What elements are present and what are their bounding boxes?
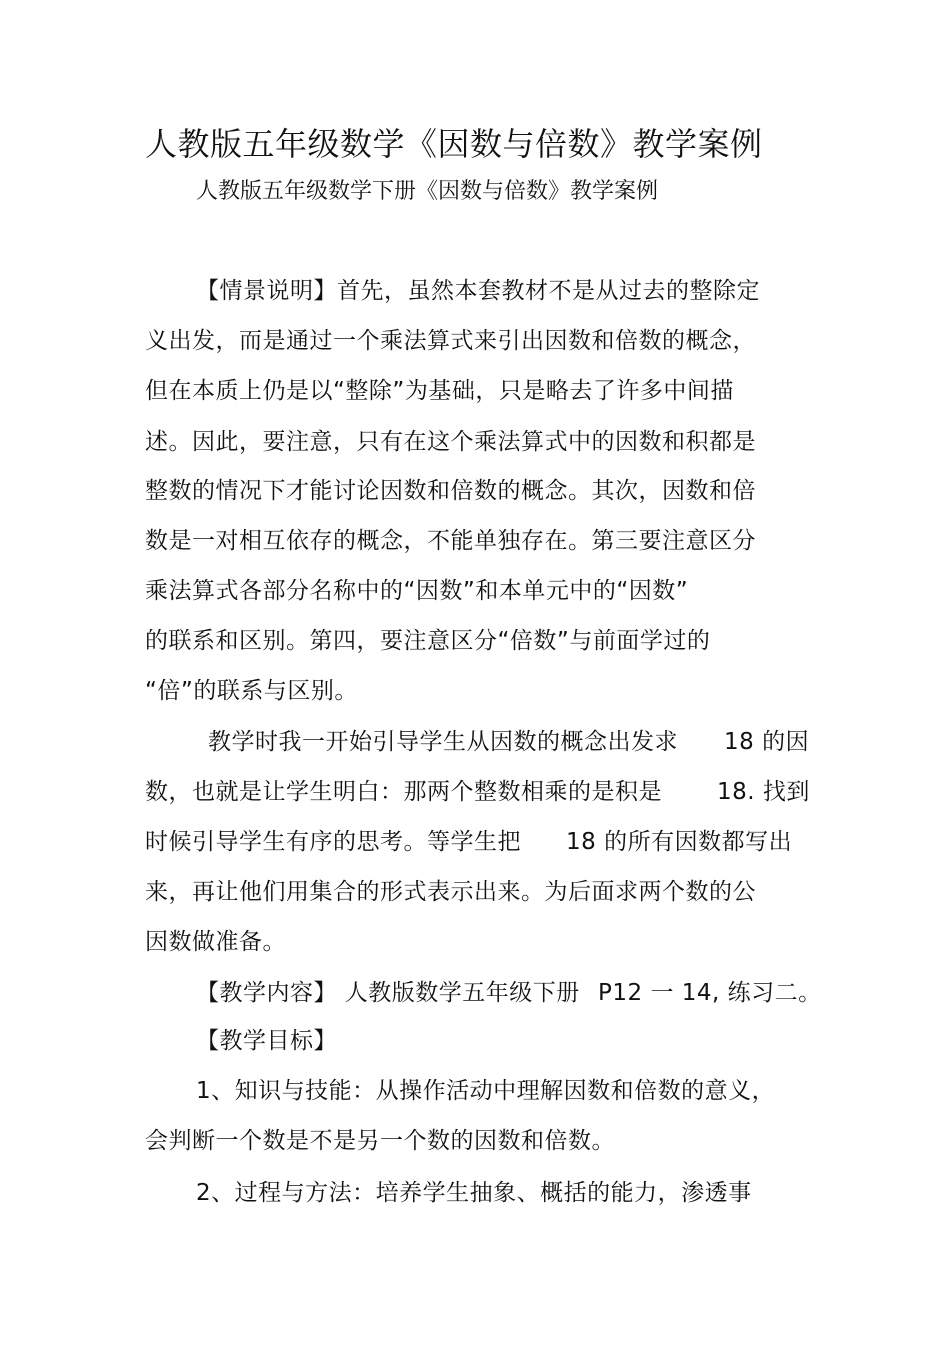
paragraph-line: 义出发，而是通过一个乘法算式来引出因数和倍数的概念， xyxy=(145,328,756,354)
teaching-content-pages: P12 一 14, 练习二。 xyxy=(598,980,822,1006)
objective-line: 2、过程与方法：培养学生抽象、概括的能力，渗透事 xyxy=(196,1180,752,1206)
teaching-content-label: 【教学内容】 人教版数学五年级下册 xyxy=(196,980,580,1006)
paragraph-line: 时候引导学生有序的思考。等学生把 xyxy=(145,829,521,855)
objective-line: 1、知识与技能：从操作活动中理解因数和倍数的意义， xyxy=(196,1078,776,1104)
objectives-heading: 【教学目标】 xyxy=(196,1028,337,1054)
paragraph-line: 教学时我一开始引导学生从因数的概念出发求 xyxy=(208,729,678,755)
paragraph-line: 数是一对相互依存的概念，不能单独存在。第三要注意区分 xyxy=(145,528,756,554)
paragraph-line: 【情景说明】首先，虽然本套教材不是从过去的整除定 xyxy=(196,278,760,304)
paragraph-line-number: 18 的所有因数都写出 xyxy=(566,829,793,855)
objective-line: 会判断一个数是不是另一个数的因数和倍数。 xyxy=(145,1128,615,1154)
paragraph-line: 的联系和区别。第四，要注意区分“倍数”与前面学过的 xyxy=(145,628,711,654)
paragraph-line: 乘法算式各部分名称中的“因数”和本单元中的“因数” xyxy=(145,578,689,604)
paragraph-line-number: 18 的因 xyxy=(724,729,810,755)
paragraph-line: 但在本质上仍是以“整除”为基础，只是略去了许多中间描 xyxy=(145,378,734,404)
document-title: 人教版五年级数学《因数与倍数》教学案例 xyxy=(145,125,763,163)
paragraph-line: 整数的情况下才能讨论因数和倍数的概念。其次，因数和倍 xyxy=(145,478,756,504)
paragraph-line: 来，再让他们用集合的形式表示出来。为后面求两个数的公 xyxy=(145,879,756,905)
document-subtitle: 人教版五年级数学下册《因数与倍数》教学案例 xyxy=(196,179,659,204)
paragraph-line: 述。因此，要注意，只有在这个乘法算式中的因数和积都是 xyxy=(145,429,756,455)
paragraph-line: 因数做准备。 xyxy=(145,929,286,955)
paragraph-line: “倍”的联系与区别。 xyxy=(145,678,358,704)
paragraph-line: 数，也就是让学生明白：那两个整数相乘的是积是 xyxy=(145,779,662,805)
paragraph-line-number: 18. 找到 xyxy=(717,779,810,805)
